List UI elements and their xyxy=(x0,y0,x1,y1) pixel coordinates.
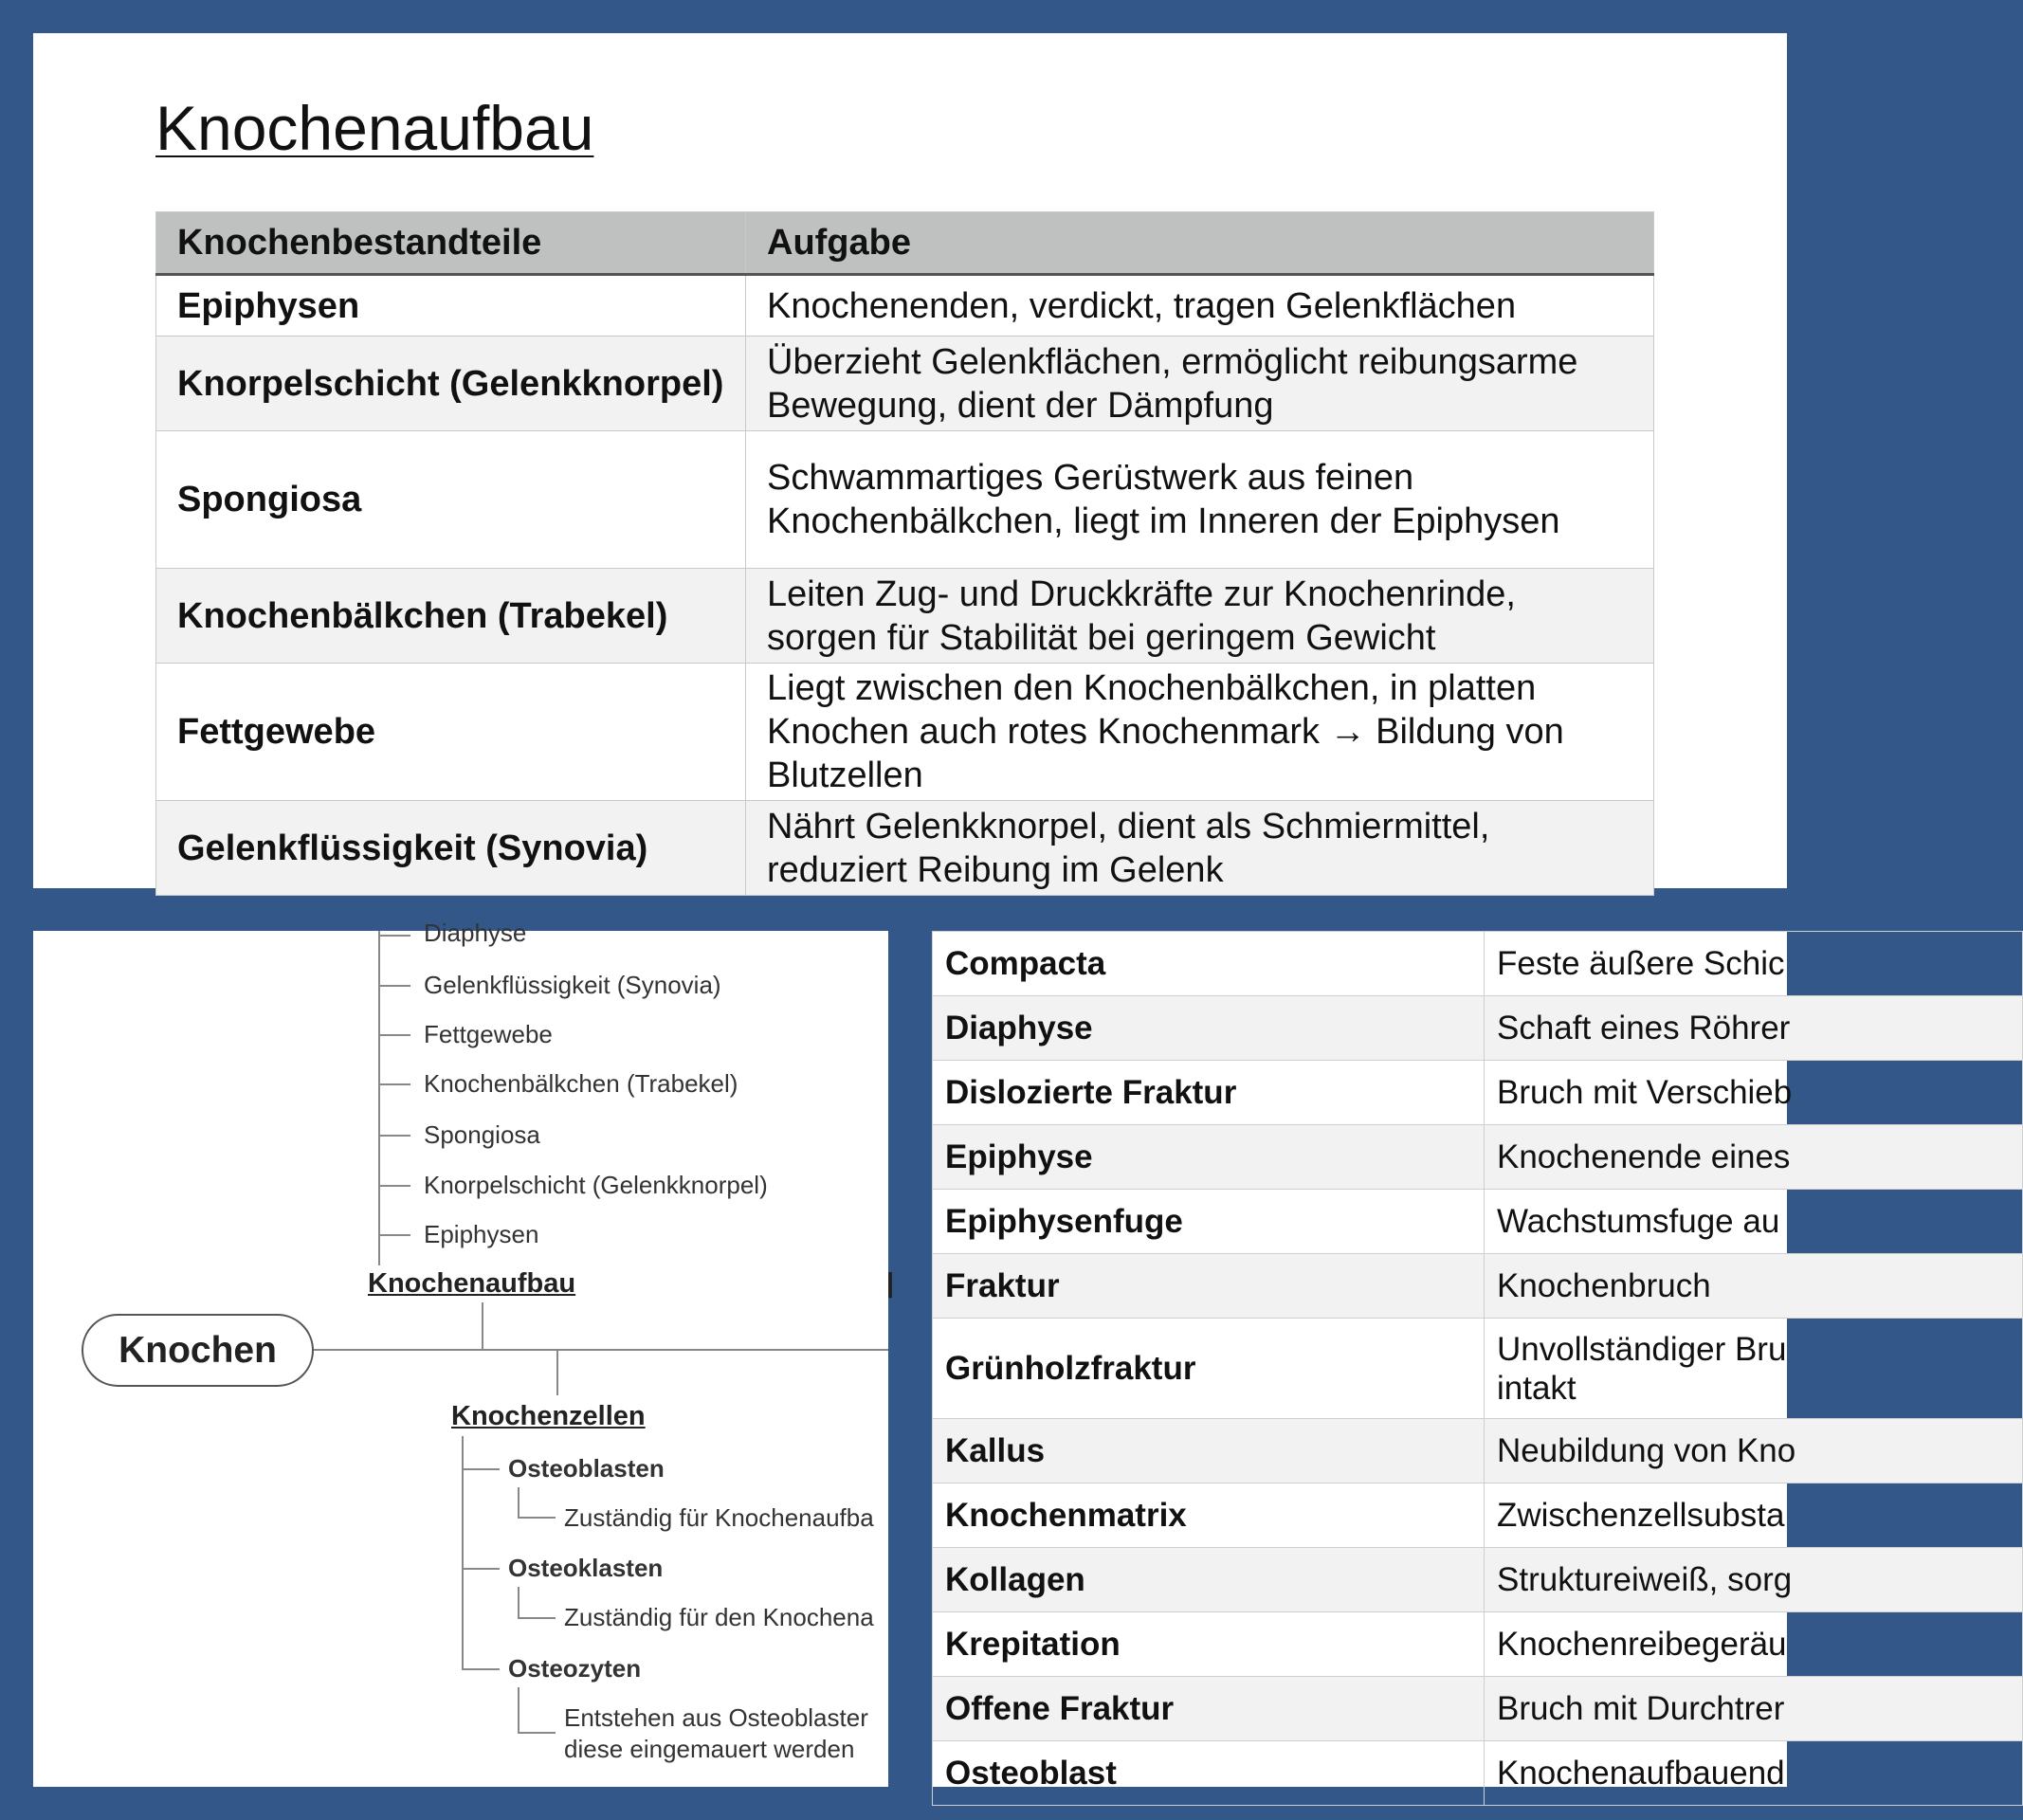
part-cell: Spongiosa xyxy=(156,431,746,569)
part-cell: Knorpelschicht (Gelenkknorpel) xyxy=(156,337,746,431)
connector-line xyxy=(518,1487,519,1518)
table-row xyxy=(933,1548,2023,1612)
definition-line: Unvollständiger Bru xyxy=(1497,1330,1787,1368)
table-row xyxy=(933,996,2023,1061)
glossary-panel xyxy=(932,931,1796,1792)
part-cell: Epiphysen xyxy=(156,275,746,337)
cut-off-topic: | xyxy=(886,1268,895,1299)
connector-line xyxy=(378,931,380,1265)
mindmap-leaf: Fettgewebe xyxy=(424,1020,553,1048)
part-cell: Fettgewebe xyxy=(156,664,746,801)
connector-line xyxy=(518,1687,519,1733)
term-cell: Diaphyse xyxy=(933,996,1485,1061)
connector-line xyxy=(462,1468,500,1470)
connector-line xyxy=(378,1135,410,1137)
mindmap-leaf: Gelenkflüssigkeit (Synovia) xyxy=(424,971,721,999)
connector-line xyxy=(378,1185,410,1187)
connector-line xyxy=(462,1436,464,1670)
mindmap-leaf: Spongiosa xyxy=(424,1120,540,1149)
definition-cell: Bruch mit Durchtrer xyxy=(1485,1677,2023,1741)
connector-line xyxy=(462,1668,500,1670)
table-row xyxy=(156,275,1654,337)
table-row xyxy=(933,1677,2023,1741)
table-row xyxy=(933,932,2023,996)
definition-cell: Knochenaufbauend xyxy=(1485,1741,2023,1806)
task-cell: Knochenenden, verdickt, tragen Gelenkflächen xyxy=(746,275,1654,337)
term-cell: Fraktur xyxy=(933,1254,1485,1319)
connector-line xyxy=(378,935,410,937)
connector-line xyxy=(556,1350,558,1395)
table-row xyxy=(933,1319,2023,1419)
definition-cell: Knochenbruch xyxy=(1485,1254,2023,1319)
cell-description: diese eingemauert werden xyxy=(564,1735,855,1763)
definition-line: intakt xyxy=(1497,1369,1576,1407)
cell-type-label: Osteozyten xyxy=(508,1654,642,1683)
term-cell: Grünholzfraktur xyxy=(933,1319,1485,1419)
definition-cell xyxy=(1485,1319,2023,1419)
knochenaufbau-panel xyxy=(33,33,1787,888)
connector-line xyxy=(518,1732,556,1734)
table-row xyxy=(156,801,1654,896)
table-row xyxy=(933,1419,2023,1483)
connector-line xyxy=(378,1234,410,1236)
definition-cell: Struktureiweiß, sorg xyxy=(1485,1548,2023,1612)
knochenzellen-topic[interactable]: Knochenzellen xyxy=(451,1401,646,1431)
term-cell: Dislozierte Fraktur xyxy=(933,1061,1485,1125)
mindmap-leaf: Epiphysen xyxy=(424,1220,539,1248)
definition-cell: Knochenreibegeräu xyxy=(1485,1612,2023,1677)
table-row xyxy=(933,1612,2023,1677)
mindmap-leaf: Knorpelschicht (Gelenkknorpel) xyxy=(424,1171,768,1199)
cell-description: Zuständig für Knochenaufba xyxy=(564,1503,874,1532)
task-cell: Überzieht Gelenkflächen, ermöglicht reibungsarme Bewegung, dient der Dämpfung xyxy=(746,337,1654,431)
column-header: Aufgabe xyxy=(746,212,1654,275)
connector-line xyxy=(518,1517,556,1519)
main-branch-line xyxy=(314,1349,888,1351)
table-row xyxy=(933,1061,2023,1125)
mindmap-leaf: Diaphyse xyxy=(424,919,527,947)
task-cell: Leiten Zug- und Druckkräfte zur Knochenrinde, sorgen für Stabilität bei geringem Gewicht xyxy=(746,569,1654,664)
table-row xyxy=(156,569,1654,664)
mindmap-panel xyxy=(33,919,895,1787)
task-cell: Nährt Gelenkknorpel, dient als Schmiermittel, reduziert Reibung im Gelenk xyxy=(746,801,1654,896)
definition-cell: Bruch mit Verschieb xyxy=(1485,1061,2023,1125)
table-row xyxy=(156,664,1654,801)
knochenaufbau-topic[interactable]: Knochenaufbau xyxy=(368,1268,576,1299)
term-cell: Knochenmatrix xyxy=(933,1483,1485,1548)
term-cell: Kollagen xyxy=(933,1548,1485,1612)
task-cell: Liegt zwischen den Knochenbälkchen, in platten Knochen auch rotes Knochenmark → Bildung von Blutzellen xyxy=(746,664,1654,801)
connector-line xyxy=(518,1587,519,1618)
table-row xyxy=(156,431,1654,569)
term-cell: Krepitation xyxy=(933,1612,1485,1677)
definition-cell: Neubildung von Kno xyxy=(1485,1419,2023,1483)
term-cell: Offene Fraktur xyxy=(933,1677,1485,1741)
cell-description: Zuständig für den Knochena xyxy=(564,1603,874,1631)
cell-type-label: Osteoblasten xyxy=(508,1454,665,1483)
definition-cell: Zwischenzellsubsta xyxy=(1485,1483,2023,1548)
table-row xyxy=(933,1125,2023,1190)
part-cell: Knochenbälkchen (Trabekel) xyxy=(156,569,746,664)
connector-line xyxy=(378,1083,410,1085)
table-row xyxy=(933,1483,2023,1548)
cell-type-label: Osteoklasten xyxy=(508,1554,664,1582)
definition-cell: Knochenende eines xyxy=(1485,1125,2023,1190)
table-row xyxy=(156,337,1654,431)
glossary-table xyxy=(932,931,2023,1806)
knochenaufbau-table xyxy=(155,211,1654,896)
task-cell: Schwammartiges Gerüstwerk aus feinen Knochenbälkchen, liegt im Inneren der Epiphysen xyxy=(746,431,1654,569)
definition-cell: Schaft eines Röhrer xyxy=(1485,996,2023,1061)
term-cell: Osteoblast xyxy=(933,1741,1485,1806)
term-cell: Epiphysenfuge xyxy=(933,1190,1485,1254)
definition-cell: Feste äußere Schic xyxy=(1485,932,2023,996)
table-header-row xyxy=(156,212,1654,275)
table-row xyxy=(933,1741,2023,1806)
root-node[interactable]: Knochen xyxy=(82,1314,314,1387)
connector-line xyxy=(482,1302,483,1350)
page-title: Knochenaufbau xyxy=(155,93,594,163)
term-cell: Kallus xyxy=(933,1419,1485,1483)
connector-line xyxy=(378,985,410,987)
part-cell: Gelenkflüssigkeit (Synovia) xyxy=(156,801,746,896)
connector-line xyxy=(518,1617,556,1619)
cell-description: Entstehen aus Osteoblaster xyxy=(564,1703,868,1732)
term-cell: Epiphyse xyxy=(933,1125,1485,1190)
table-row xyxy=(933,1190,2023,1254)
table-row xyxy=(933,1254,2023,1319)
column-header: Knochenbestandteile xyxy=(156,212,746,275)
connector-line xyxy=(462,1568,500,1570)
connector-line xyxy=(378,1034,410,1036)
term-cell: Compacta xyxy=(933,932,1485,996)
mindmap-leaf: Knochenbälkchen (Trabekel) xyxy=(424,1069,738,1098)
definition-cell: Wachstumsfuge au xyxy=(1485,1190,2023,1254)
